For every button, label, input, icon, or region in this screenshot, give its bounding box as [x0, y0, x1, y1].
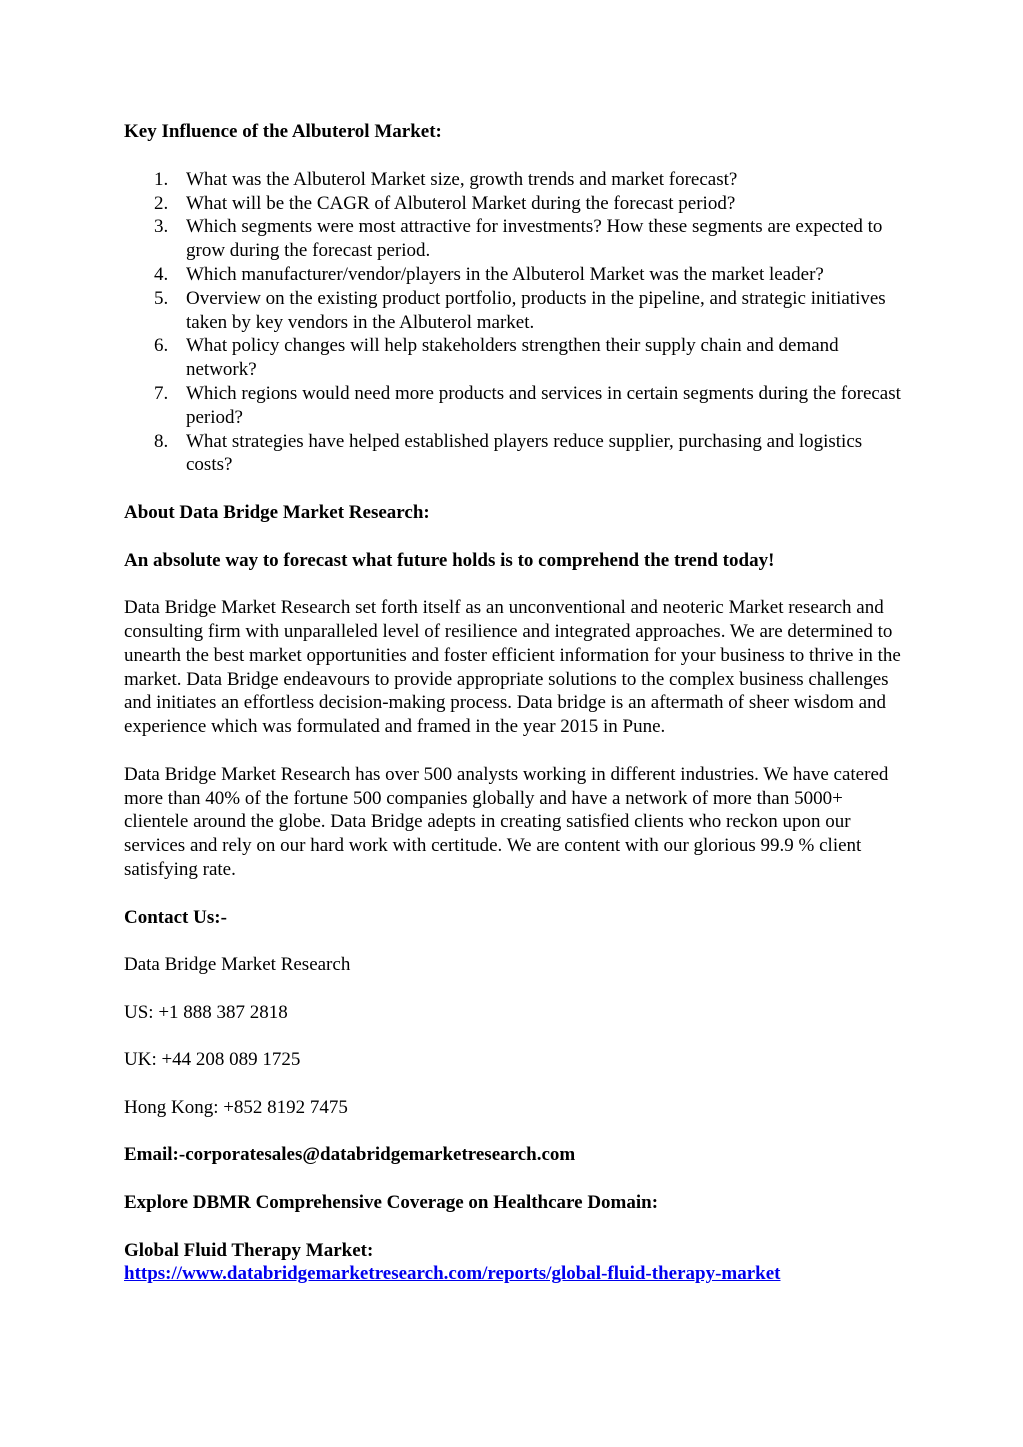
contact-phone-us: US: +1 888 387 2818 — [124, 1001, 288, 1023]
about-paragraph-2: Data Bridge Market Research has over 500 analysts working in different industries. We have catered more than 40% of the fortune 500 companies globally and have a network of more than 5000+ clientele around the globe. Data Bridge adepts in creating satisfied clients who reckon upon our services and rely on our hard work with certitude. We are content with our glorious 99.9 % client satisfying rate. — [124, 763, 889, 880]
list-number: 7. — [154, 382, 169, 404]
list-item — [124, 334, 904, 382]
contact-email: Email:-corporatesales@databridgemarketresearch.com — [124, 1144, 576, 1166]
list-item — [124, 430, 904, 478]
about-heading: About Data Bridge Market Research: — [124, 501, 430, 523]
list-item — [124, 215, 904, 263]
list-number: 2. — [154, 192, 169, 214]
list-number: 4. — [154, 263, 169, 285]
list-item-text: What was the Albuterol Market size, growth trends and market forecast? — [186, 168, 738, 190]
list-item-text: Which segments were most attractive for investments? How these segments are expected to grow during the forecast period. — [186, 216, 883, 262]
list-item-text: What will be the CAGR of Albuterol Market during the forecast period? — [186, 192, 736, 214]
report-title: Global Fluid Therapy Market: — [124, 1239, 374, 1261]
question-list — [124, 168, 904, 477]
document-page — [124, 120, 904, 1286]
list-item-text: Which manufacturer/vendor/players in the Albuterol Market was the market leader? — [186, 263, 824, 285]
list-item — [124, 263, 904, 287]
contact-heading: Contact Us:- — [124, 906, 227, 928]
list-number: 6. — [154, 335, 169, 357]
key-influence-heading: Key Influence of the Albuterol Market: — [124, 121, 442, 142]
report-link-line — [124, 1262, 904, 1286]
list-item-text: Which regions would need more products and services in certain segments during the forecast period? — [186, 382, 901, 428]
about-paragraph-1: Data Bridge Market Research set forth itself as an unconventional and neoteric Market research and consulting firm with unparalleled level of resilience and integrated approaches. We are determined to unearth the best market opportunities and foster efficient information for your business to thrive in the market. Data Bridge endeavours to provide appropriate solutions to the complex business challenges and initiates an effortless decision-making process. Data bridge is an aftermath of sheer wisdom and experience which was formulated and framed in the year 2015 in Pune. — [124, 597, 901, 738]
explore-heading: Explore DBMR Comprehensive Coverage on Healthcare Domain: — [124, 1192, 659, 1214]
list-number: 5. — [154, 287, 169, 309]
contact-phone-hong-kong: Hong Kong: +852 8192 7475 — [124, 1096, 348, 1118]
list-item-text: What strategies have helped established players reduce supplier, purchasing and logistics costs? — [186, 430, 863, 476]
contact-phone-uk: UK: +44 208 089 1725 — [124, 1049, 301, 1071]
contact-company: Data Bridge Market Research — [124, 954, 351, 976]
list-item-text: What policy changes will help stakeholders strengthen their supply chain and demand network? — [186, 335, 839, 381]
list-item — [124, 168, 904, 192]
list-number: 1. — [154, 168, 169, 190]
list-number: 3. — [154, 216, 169, 238]
list-item-text: Overview on the existing product portfolio, products in the pipeline, and strategic initiatives taken by key vendors in the Albuterol market. — [186, 287, 886, 333]
about-tagline: An absolute way to forecast what future holds is to comprehend the trend today! — [124, 549, 775, 571]
report-link[interactable]: https://www.databridgemarketresearch.com/reports/global-fluid-therapy-market — [124, 1263, 781, 1285]
list-item — [124, 287, 904, 335]
list-number: 8. — [154, 430, 169, 452]
list-item — [124, 382, 904, 430]
list-item — [124, 192, 904, 216]
